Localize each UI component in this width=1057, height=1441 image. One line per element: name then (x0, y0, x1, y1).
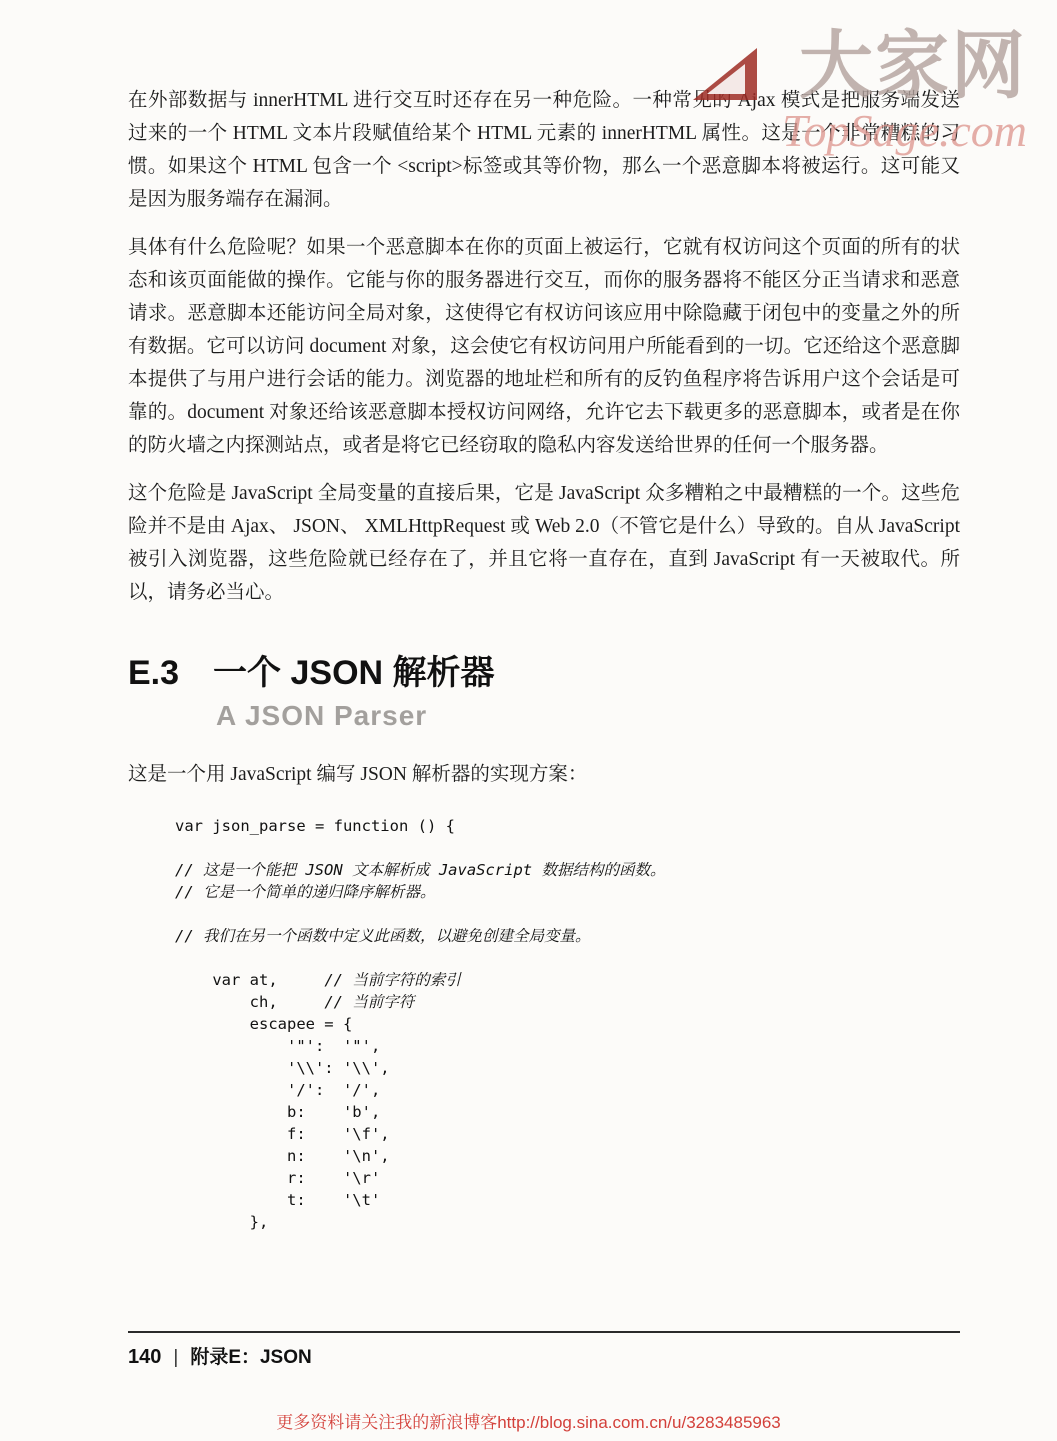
section-heading (128, 645, 960, 694)
code-line: // 它是一个简单的递归降序解析器。 (175, 883, 436, 901)
page-footer (128, 1331, 960, 1369)
code-line: }, (175, 1213, 269, 1231)
section-title: 一个 JSON 解析器 (213, 654, 495, 692)
blog-note: 更多资料请关注我的新浪博客http://blog.sina.com.cn/u/3283485963 (276, 1413, 781, 1432)
footer-chapter-title: 附录E：JSON (190, 1347, 312, 1368)
code-line (175, 903, 960, 925)
paragraph-global-variables: 这个危险是 JavaScript 全局变量的直接后果，它是 JavaScript 众多糟粕之中最糟糕的一个。这些危险并不是由 Ajax、 JSON、 XMLHttpRequest 或 Web 2.0（不管它是什么）导致的。自从 JavaScript 被引入浏览器，这些危险就已经存在了，并且它将一直存在，直到 JavaScript 有一天被取代。所以，请务必当心。 (128, 483, 960, 603)
code-line: '\\': '\\', (175, 1059, 390, 1077)
code-line: var json_parse = function () { (175, 817, 455, 835)
code-line: escapee = { (175, 1015, 353, 1033)
paragraph-malicious-script: 具体有什么危险呢？如果一个恶意脚本在你的页面上被运行，它就有权访问这个页面的所有的状态和该页面能做的操作。它能与你的服务器进行交互，而你的服务器将不能区分正当请求和恶意请求。恶意脚本还能访问全局对象，这使得它有权访问该应用中除隐藏于闭包中的变量之外的所有数据。它可以访问 document 对象，这会使它有权访问用户所能看到的一切。它还给这个恶意脚本提供了与用户进行会话的能力。浏览器的地址栏和所有的反钓鱼程序将告诉用户这个会话是可靠的。document 对象还给该恶意脚本授权访问网络，允许它去下载更多的恶意脚本，或者是在你的防火墙之内探测站点，或者是将它已经窃取的隐私内容发送给世界的任何一个服务器。 (128, 237, 960, 456)
watermark-site-name: 大家网 (799, 26, 1027, 108)
section-subtitle: A JSON Parser (216, 700, 428, 731)
code-line: t: '\t' (175, 1191, 381, 1209)
code-line: // 这是一个能把 JSON 文本解析成 JavaScript 数据结构的函数。 (175, 861, 666, 879)
code-line: '/': '/', (175, 1081, 381, 1099)
code-line: '"': '"', (175, 1037, 381, 1055)
code-line: n: '\n', (175, 1147, 390, 1165)
page-number: 140 (128, 1346, 162, 1368)
code-line: f: '\f', (175, 1125, 390, 1143)
json-parser-code-block (175, 815, 960, 1233)
code-line: // 我们在另一个函数中定义此函数，以避免创建全局变量。 (175, 927, 591, 945)
section-number: E.3 (128, 654, 180, 692)
code-line (175, 837, 960, 859)
code-line: var at, // 当前字符的索引 (175, 971, 461, 989)
code-intro-paragraph: 这是一个用 JavaScript 编写 JSON 解析器的实现方案： (128, 764, 588, 785)
watermark-site-url: TopSage.com (782, 105, 1027, 156)
code-line (175, 947, 960, 969)
code-line: r: '\r' (175, 1169, 381, 1187)
paragraph-innerhtml-danger: 在外部数据与 innerHTML 进行交互时还存在另一种危险。一种常见的 Ajax 模式是把服务端发送过来的一个 HTML 文本片段赋值给某个 HTML 元素的 innerHTML 属性。这是一个非常糟糕的习惯。如果这个 HTML 包含一个 <script>标签或其等价物，那么一个恶意脚本将被运行。这可能又是因为服务端存在漏洞。 (128, 90, 960, 210)
footer-separator: | (173, 1347, 179, 1368)
code-line: b: 'b', (175, 1103, 381, 1121)
code-line: ch, // 当前字符 (175, 993, 415, 1011)
page-content (128, 84, 960, 1233)
